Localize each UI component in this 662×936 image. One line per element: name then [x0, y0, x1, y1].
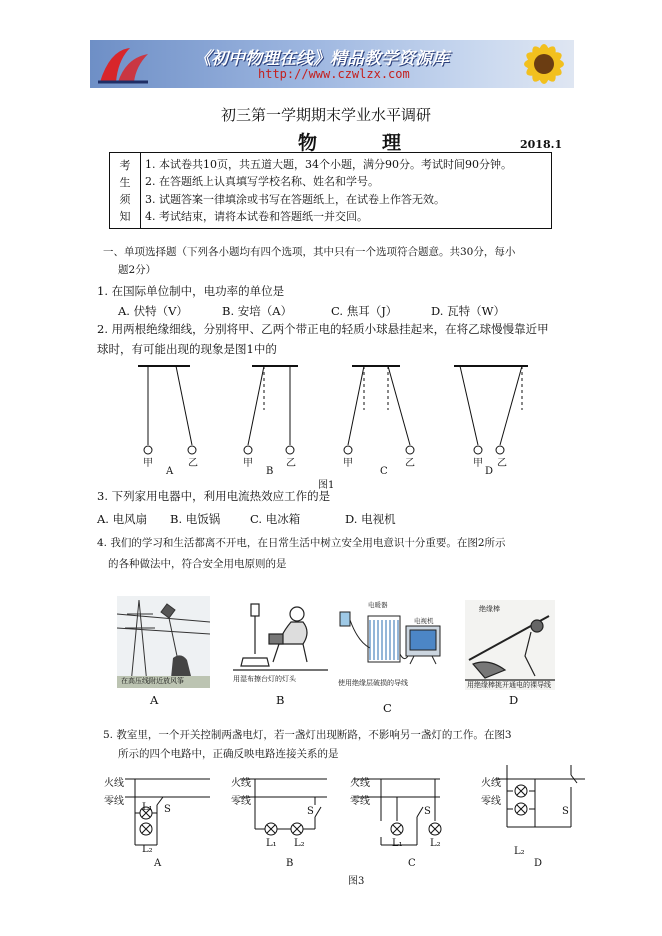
notice-label-char: 考 — [119, 158, 131, 172]
picture-c-caption: 使用绝缘层破损的导线 — [338, 679, 408, 687]
q4-picture-b — [233, 598, 328, 686]
switch-label: S — [424, 806, 431, 817]
lamp-l1-label: L₁ — [392, 838, 403, 849]
q5-stem-line1: 5. 教室里，一个开关控制两盏电灯，若一盏灯出现断路，不影响另一盏灯的工作。在图3 — [103, 729, 512, 741]
lamp-l2-label: L₂ — [514, 846, 525, 857]
q1-option-d: D. 瓦特（W） — [431, 304, 505, 318]
neutral-wire-label: 零线 — [231, 796, 251, 807]
fig3-letter-a: A — [154, 858, 162, 869]
banner-url[interactable]: http://www.czwlzx.com — [258, 67, 410, 81]
neutral-wire-label: 零线 — [481, 796, 501, 807]
picture-b-letter: B — [276, 693, 285, 707]
q3-option-b: B. 电饭锅 — [170, 512, 221, 526]
fig1-letter-c: C — [380, 466, 388, 477]
logo-icon — [96, 44, 150, 84]
q2-stem-line2: 球时，有可能出现的现象是图1中的 — [97, 342, 277, 356]
live-wire-label: 火线 — [350, 778, 370, 789]
ball-label-yi: 乙 — [286, 458, 296, 469]
switch-label: S — [307, 806, 314, 817]
lamp-l2-label: L₂ — [430, 838, 441, 849]
q3-stem: 3. 下列家用电器中，利用电流热效应工作的是 — [97, 489, 331, 503]
q4-stem-line1: 4. 我们的学习和生活都离不开电，在日常生活中树立安全用电意识十分重要。在图2所示 — [97, 537, 506, 549]
fig3-letter-c: C — [408, 858, 416, 869]
label-heater: 电暖器 — [368, 601, 388, 609]
picture-b-caption: 用湿布擦台灯的灯头 — [233, 675, 296, 683]
fig1-letter-d: D — [485, 466, 494, 477]
notice-table — [109, 152, 552, 229]
kite-powerline-drawing — [117, 596, 210, 688]
sunflower-icon — [506, 40, 574, 88]
banner-title: 《初中物理在线》精品教学资源库 — [194, 49, 449, 69]
subject-title-2: 理 — [382, 132, 402, 154]
switch-label: S — [164, 804, 171, 815]
exam-title: 初三第一学期期末学业水平调研 — [221, 106, 432, 124]
notice-label-char: 须 — [119, 192, 131, 206]
q1-stem: 1. 在国际单位制中，电功率的单位是 — [97, 284, 285, 298]
live-wire-label: 火线 — [481, 778, 501, 789]
q1-option-b: B. 安培（A） — [222, 304, 293, 318]
q3-option-d: D. 电视机 — [345, 512, 396, 526]
q1-option-c: C. 焦耳（J） — [331, 304, 398, 318]
figure-3-circuits — [95, 765, 595, 875]
fig3-letter-b: B — [286, 858, 294, 869]
q4-picture-a — [117, 596, 210, 688]
fig3-letter-d: D — [534, 858, 543, 869]
q4-picture-d — [465, 600, 555, 690]
label-rod: 绝缘棒 — [479, 605, 500, 613]
figure-3-caption: 图3 — [348, 876, 365, 887]
q3-option-a: A. 电风扇 — [97, 512, 148, 526]
subject-title-1: 物 — [298, 132, 318, 154]
damaged-wire-drawing — [338, 598, 444, 690]
ball-label-jia: 甲 — [243, 458, 253, 469]
picture-c-letter: C — [383, 701, 392, 715]
q2-stem-line1: 2. 用两根绝缘细线，分别将甲、乙两个带正电的轻质小球悬挂起来，在将乙球慢慢靠近甲 — [97, 322, 549, 336]
ball-label-jia: 甲 — [473, 458, 483, 469]
section-heading-cont: 题2分） — [118, 264, 157, 276]
notice-items — [141, 153, 552, 229]
notice-label-char: 生 — [119, 175, 131, 189]
picture-a-caption: 在高压线附近放风筝 — [121, 677, 184, 685]
ball-label-jia: 甲 — [343, 458, 353, 469]
notice-label-char: 知 — [119, 209, 131, 223]
live-wire-label: 火线 — [231, 778, 251, 789]
header-banner — [90, 40, 574, 88]
fig1-letter-b: B — [266, 466, 274, 477]
neutral-wire-label: 零线 — [104, 796, 124, 807]
ball-label-yi: 乙 — [188, 458, 198, 469]
ball-label-yi: 乙 — [497, 458, 507, 469]
section-heading: 一、单项选择题（下列各小题均有四个选项，其中只有一个选项符合题意。共30分，每小 — [103, 246, 516, 258]
picture-d-letter: D — [509, 693, 519, 707]
picture-a-letter: A — [150, 693, 159, 707]
notice-item: 4. 考试结束，请将本试卷和答题纸一并交回。 — [145, 210, 368, 223]
notice-item: 1. 本试卷共10页，共五道大题，34个小题，满分90分。考试时间90分钟。 — [145, 157, 512, 171]
wet-cloth-lamp-drawing — [233, 598, 328, 686]
lamp-l1-label: L₁ — [266, 838, 277, 849]
picture-d-caption: 用绝缘棒挑开通电的裸导线 — [467, 681, 551, 689]
neutral-wire-label: 零线 — [350, 796, 370, 807]
lamp-l2-label: L₂ — [142, 844, 153, 855]
q4-picture-c — [338, 598, 444, 690]
q3-option-c: C. 电冰箱 — [250, 512, 301, 526]
live-wire-label: 火线 — [104, 778, 124, 789]
notice-item: 2. 在答题纸上认真填写学校名称、姓名和学号。 — [145, 175, 379, 188]
exam-date: 2018.1 — [520, 138, 563, 151]
notice-label — [110, 153, 141, 229]
ball-label-jia: 甲 — [143, 458, 153, 469]
label-tv: 电视机 — [414, 617, 434, 625]
switch-label: S — [562, 806, 569, 817]
ball-label-yi: 乙 — [405, 458, 415, 469]
figure-1-caption: 图1 — [318, 480, 335, 491]
q4-stem-line2: 的各种做法中，符合安全用电原则的是 — [108, 558, 287, 570]
q5-stem-line2: 所示的四个电路中，正确反映电路连接关系的是 — [118, 748, 339, 760]
lamp-l2-label: L₂ — [294, 838, 305, 849]
q1-option-a: A. 伏特（V） — [118, 304, 188, 318]
fig1-letter-a: A — [166, 466, 174, 477]
notice-item: 3. 试题答案一律填涂或书写在答题纸上，在试卷上作答无效。 — [145, 192, 445, 206]
lamp-l1-label: L₁ — [142, 802, 153, 813]
